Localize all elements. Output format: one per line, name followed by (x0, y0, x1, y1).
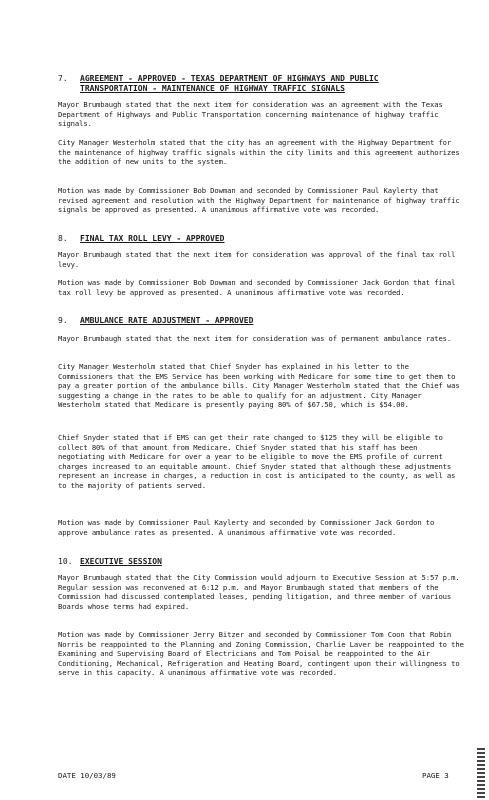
section-title: AMBULANCE RATE ADJUSTMENT - APPROVED (80, 316, 254, 325)
paragraph: City Manager Westerholm stated that the city has an agreement with the Highway Department for the maintenance of highway traffic signals within the city limits and this agreement authorizes the addition of new units to the system. (58, 138, 460, 167)
footer-date: DATE 10/03/89 (58, 771, 116, 780)
section-title: EXECUTIVE SESSION (80, 557, 162, 566)
paragraph: Motion was made by Commissioner Paul Kaylerty and seconded by Commissioner Jack Gordon to approve ambulance rates as presented. A unanimous affirmative vote was recorded. (58, 518, 435, 537)
paragraph: Motion was made by Commissioner Bob Dowman and seconded by Commissioner Jack Gordon that final tax roll levy be approved as presented. A unanimous affirmative vote was recorded. (58, 278, 456, 297)
paragraph: Motion was made by Commissioner Bob Dowman and seconded by Commissioner Paul Kaylerty that revised agreement and resolution with the Highway Department for maintenance of highway traffic signals be approved as presented. A unanimous affirmative vote was recorded. (58, 186, 460, 215)
paragraph: Mayor Brumbaugh stated that the City Commission would adjourn to Executive Session at 5:57 p.m. Regular session was reconvened at 6:12 p.m. and Mayor Brumbaugh stated that members of the Commission had discussed contemplated leases, pending litigation, and three member of various Boards whose terms had expired. (58, 573, 460, 611)
section-title: TRANSPORTATION - MAINTENANCE OF HIGHWAY TRAFFIC SIGNALS (80, 84, 345, 93)
footer-page-number: PAGE 3 (422, 771, 449, 780)
section-heading-9: 9. AMBULANCE RATE ADJUSTMENT - APPROVED (58, 316, 254, 325)
paragraph: Mayor Brumbaugh stated that the next item for consideration was an agreement with the Texas Department of Highways and Public Transportation concerning maintenance of highway traffic signals. (58, 100, 443, 129)
paragraph: Mayor Brumbaugh stated that the next item for consideration was approval of the final tax roll levy. (58, 250, 456, 269)
section-heading-8: 8. FINAL TAX ROLL LEVY - APPROVED (58, 234, 225, 243)
scan-edge-mark (477, 748, 485, 800)
paragraph: Chief Snyder stated that if EMS can get their rate changed to $125 they will be eligible to collect 80% of that amount from Medicare. Chief Snyder stated that his staff has been negotiating with Medicare for over a year to be eligible to move the EMS profile of current charges increased to an equitable amount. Chief Snyder stated that although these adjustments represent an increase in charges, a reduction in cost is anticipated to the county, as well as to the majority of patients served. (58, 433, 456, 490)
section-title: AGREEMENT - APPROVED - TEXAS DEPARTMENT OF HIGHWAYS AND PUBLIC (80, 74, 379, 83)
paragraph: Motion was made by Commissioner Jerry Bitzer and seconded by Commissioner Tom Coon that Robin Norris be reappointed to the Planning and Zoning Commission, Charlie Laver be reappointed to the Examining and Supervising Board of Electricians and Tom Poisal be reappointed to the Air Conditioning, Mechanical, Refrigeration and Heating Board, contingent upon their willingness to serve in this capacity. A unanimous affirmative vote was recorded. (58, 630, 464, 678)
section-title: FINAL TAX ROLL LEVY - APPROVED (80, 234, 225, 243)
section-heading-7: 7. AGREEMENT - APPROVED - TEXAS DEPARTMENT OF HIGHWAYS AND PUBLIC TRANSPORTATION - MAINTENANCE OF HIGHWAY TRAFFIC SIGNALS (58, 74, 379, 93)
section-heading-10: 10. EXECUTIVE SESSION (58, 557, 162, 566)
paragraph: City Manager Westerholm stated that Chief Snyder has explained in his letter to the Commissioners that the EMS Service has been working with Medicare for some time to get them to pay a greater portion of the ambulance bills. City Manager Westerholm stated that the Chief was suggesting a change in the rates to be able to qualify for an adjustment. City Manager Westerholm stated that Medicare is presently paying 80% of $67.50, which is $54.00. (58, 362, 460, 410)
paragraph: Mayor Brumbaugh stated that the next item for consideration was of permanent ambulance rates. (58, 334, 452, 343)
